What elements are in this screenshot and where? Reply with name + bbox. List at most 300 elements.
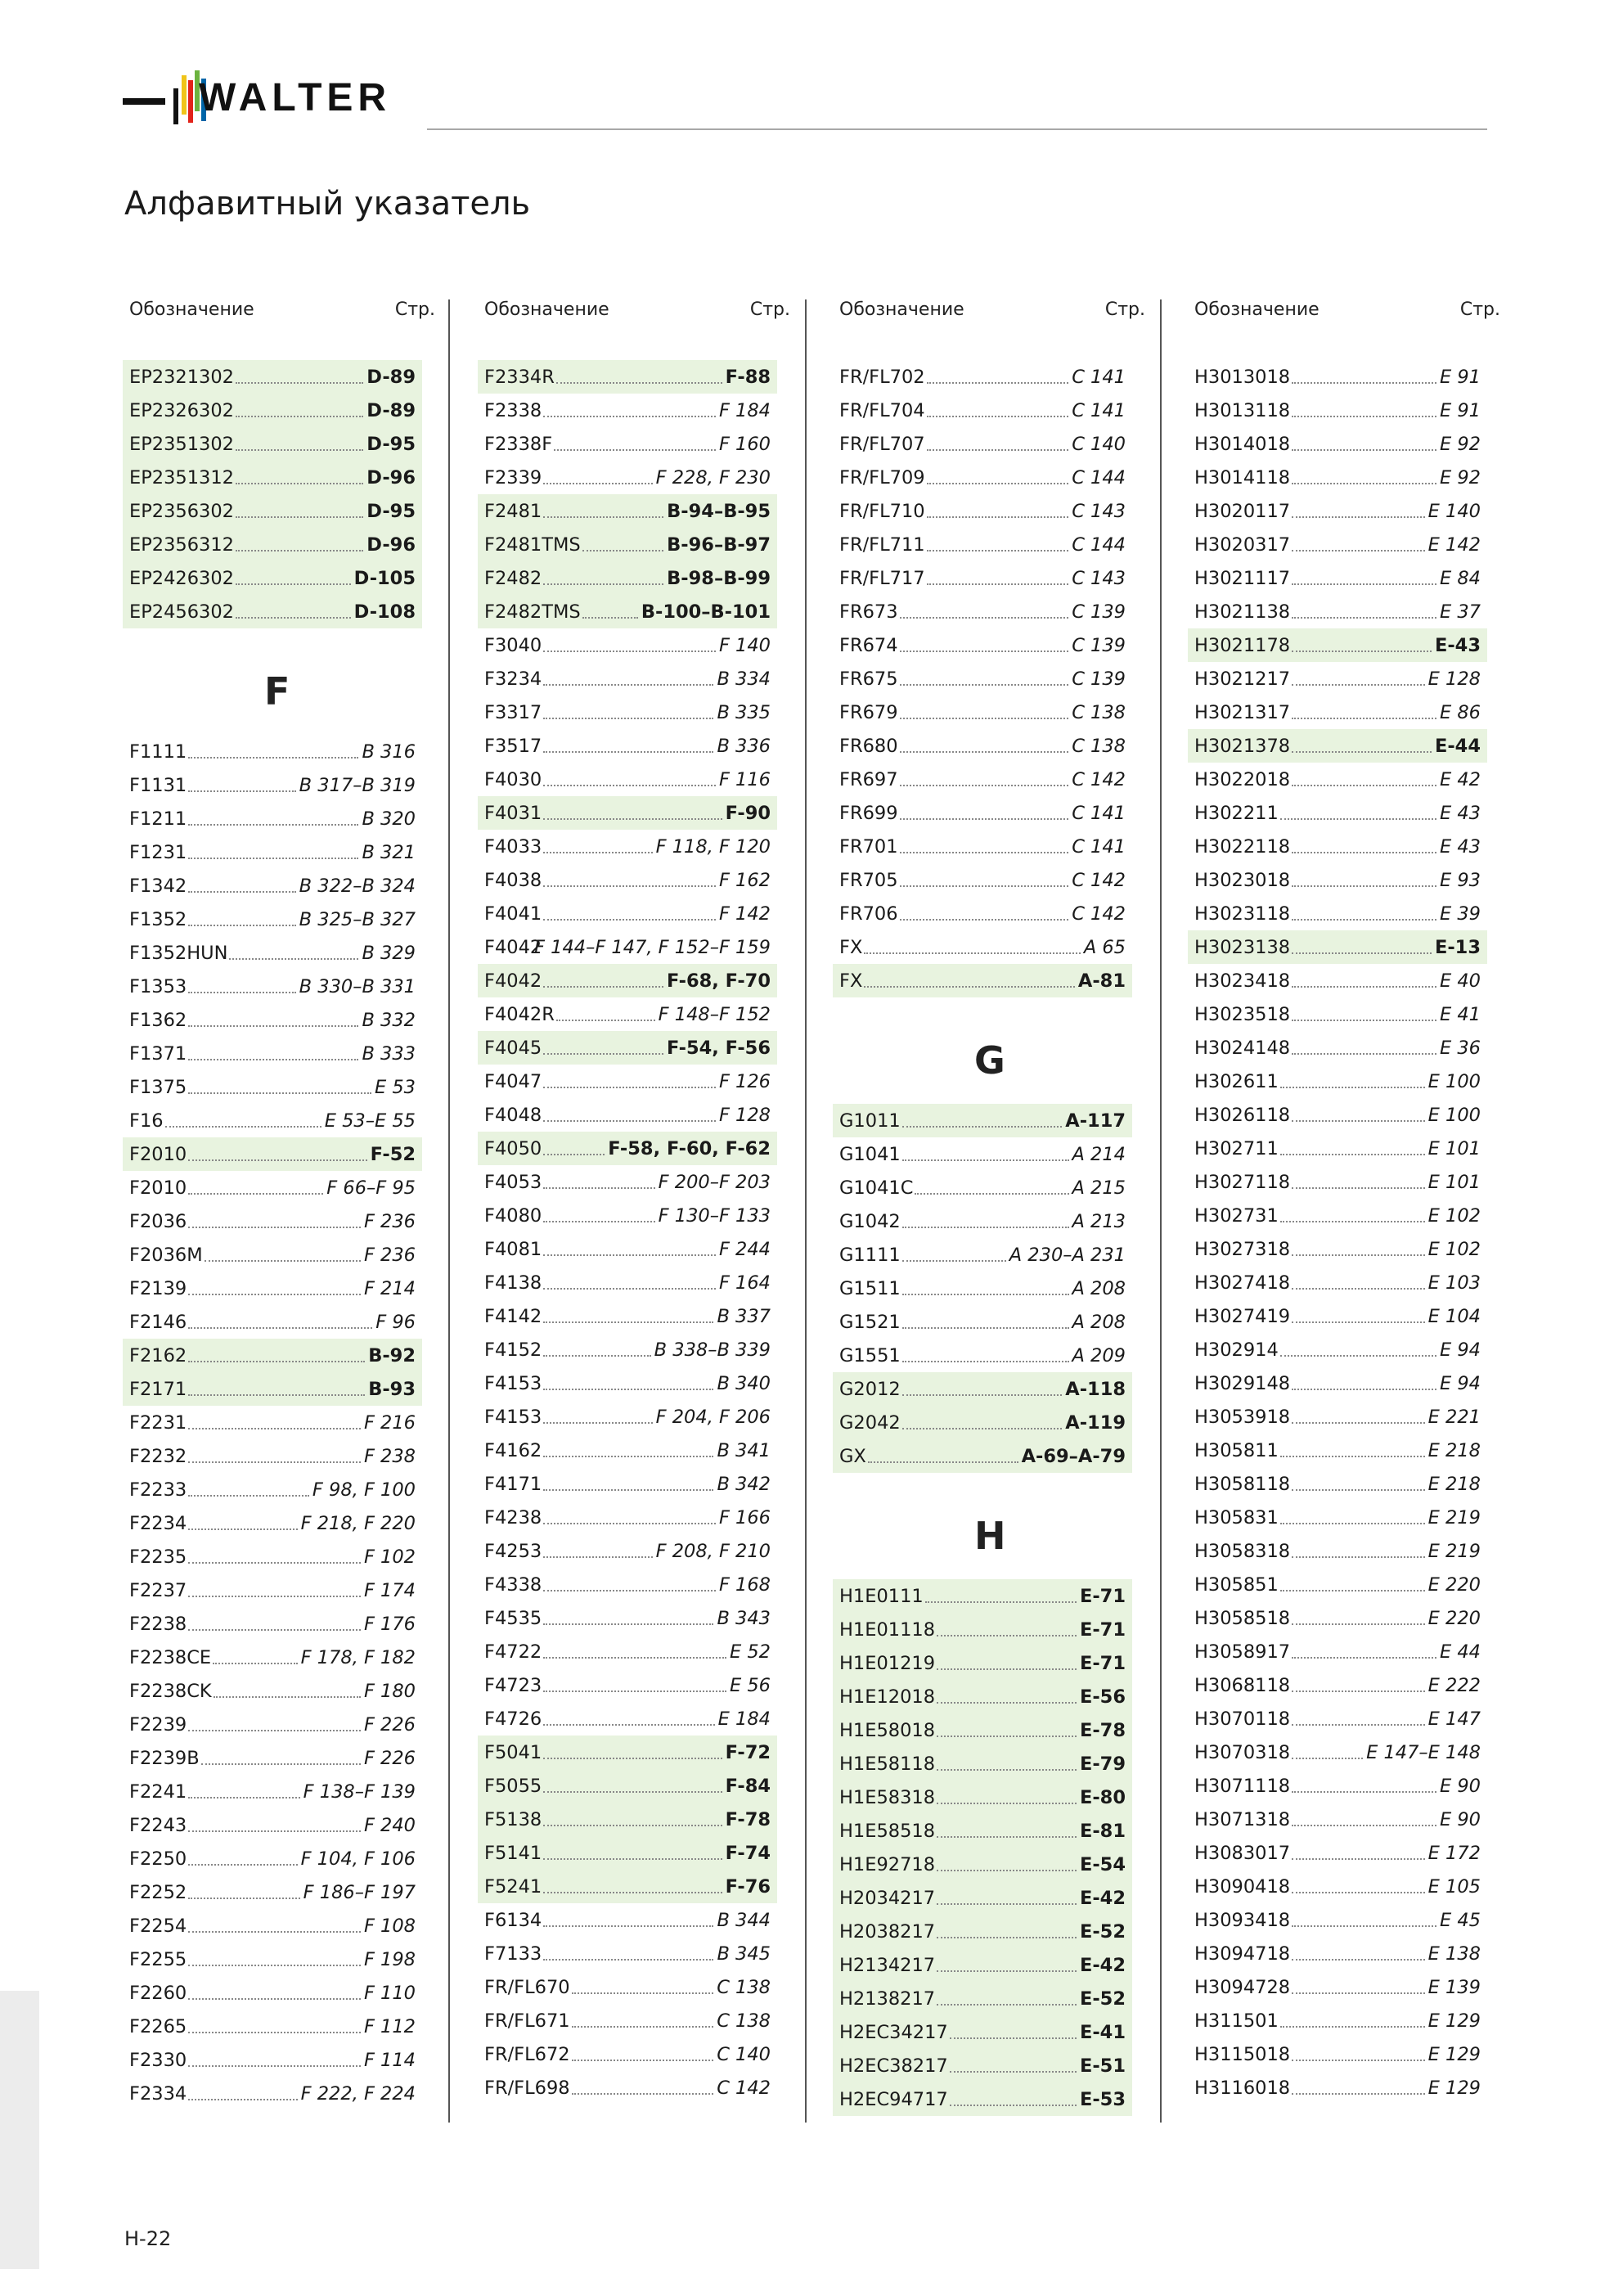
index-entry[interactable] [123, 1674, 422, 1708]
index-entry[interactable] [123, 1540, 422, 1573]
index-entry[interactable] [833, 696, 1132, 729]
index-entry[interactable] [478, 696, 777, 729]
index-entry[interactable] [478, 796, 777, 830]
entry-code: F2250 [129, 1848, 187, 1870]
entry-page: C 142 [1072, 870, 1126, 891]
index-entry[interactable] [1188, 1903, 1487, 1937]
index-entry[interactable] [478, 1836, 777, 1870]
index-entry[interactable] [123, 1976, 422, 2010]
index-entry[interactable] [833, 1646, 1132, 1680]
index-entry[interactable] [123, 1339, 422, 1372]
index-entry[interactable] [123, 1842, 422, 1875]
index-entry[interactable] [1188, 863, 1487, 897]
index-entry[interactable] [478, 863, 777, 897]
index-entry[interactable] [478, 1299, 777, 1333]
entry-page: B-100–B-101 [641, 601, 771, 623]
entry-code: H1E58018 [839, 1720, 936, 1741]
index-entry[interactable] [123, 1003, 422, 1037]
index-entry[interactable] [478, 1165, 777, 1199]
index-entry[interactable] [1188, 1266, 1487, 1299]
index-entry[interactable] [478, 1937, 777, 1970]
index-entry[interactable] [1188, 1668, 1487, 1702]
entry-page: B 337 [717, 1306, 771, 1327]
index-entry[interactable] [478, 427, 777, 461]
index-entry[interactable] [123, 528, 422, 561]
entry-page: F 108 [363, 1916, 416, 1937]
entry-code: H3026118 [1194, 1105, 1291, 1126]
index-entry[interactable] [1188, 1803, 1487, 1836]
leader-dots [1292, 1690, 1425, 1692]
index-entry[interactable] [1188, 1501, 1487, 1534]
index-entry[interactable] [478, 2004, 777, 2037]
index-entry[interactable] [123, 1272, 422, 1305]
entry-code: H3021178 [1194, 635, 1291, 656]
index-entry[interactable] [833, 360, 1132, 394]
entry-page: F 222, F 224 [300, 2083, 416, 2105]
index-entry[interactable] [833, 1613, 1132, 1646]
index-entry[interactable] [123, 1775, 422, 1808]
entry-page: E 100 [1427, 1071, 1481, 1092]
index-entry[interactable] [1188, 796, 1487, 830]
index-entry[interactable] [478, 1736, 777, 1769]
leader-dots [188, 757, 358, 759]
index-entry[interactable] [1188, 1736, 1487, 1769]
index-entry[interactable] [833, 1171, 1132, 1204]
index-entry[interactable] [1188, 494, 1487, 528]
index-entry[interactable] [1188, 1031, 1487, 1065]
leader-dots [1292, 651, 1432, 652]
index-letter-heading: G [974, 1038, 1005, 1083]
index-entry[interactable] [833, 930, 1132, 964]
index-entry[interactable] [478, 2071, 777, 2105]
leader-dots [1292, 1758, 1363, 1759]
index-entry[interactable] [123, 1104, 422, 1137]
index-entry[interactable] [478, 997, 777, 1031]
index-entry[interactable] [833, 1406, 1132, 1439]
leader-dots [937, 1870, 1077, 1871]
index-entry[interactable] [123, 1506, 422, 1540]
index-entry[interactable] [1188, 1635, 1487, 1668]
index-entry[interactable] [833, 595, 1132, 628]
entry-code: F4048 [484, 1105, 542, 1126]
index-entry[interactable] [833, 729, 1132, 763]
entry-page: F 142 [718, 903, 771, 925]
index-entry[interactable] [833, 1848, 1132, 1881]
index-entry[interactable] [123, 1137, 422, 1171]
entry-page: C 141 [1072, 367, 1126, 388]
index-entry[interactable] [123, 2043, 422, 2077]
index-entry[interactable] [123, 835, 422, 869]
entry-code: F2241 [129, 1781, 187, 1803]
entry-code: H3070318 [1194, 1742, 1291, 1763]
index-entry[interactable] [123, 461, 422, 494]
index-entry[interactable] [478, 1501, 777, 1534]
index-entry[interactable] [1188, 528, 1487, 561]
leader-dots [543, 1758, 722, 1759]
index-entry[interactable] [1188, 427, 1487, 461]
leader-dots [543, 684, 713, 686]
index-entry[interactable] [1188, 696, 1487, 729]
index-entry[interactable] [478, 1668, 777, 1702]
index-entry[interactable] [478, 1803, 777, 1836]
index-entry[interactable] [833, 964, 1132, 997]
index-entry[interactable] [833, 1680, 1132, 1713]
index-entry[interactable] [833, 394, 1132, 427]
index-entry[interactable] [1188, 628, 1487, 662]
index-entry[interactable] [833, 528, 1132, 561]
column-header-name: Обозначение [129, 299, 254, 320]
index-entry[interactable] [478, 1132, 777, 1165]
index-entry[interactable] [1188, 1836, 1487, 1870]
index-entry[interactable] [478, 595, 777, 628]
index-entry[interactable] [1188, 2004, 1487, 2037]
index-entry[interactable] [478, 763, 777, 796]
index-entry[interactable] [1188, 930, 1487, 964]
index-entry[interactable] [123, 869, 422, 903]
index-entry[interactable] [833, 1982, 1132, 2015]
index-entry[interactable] [1188, 763, 1487, 796]
leader-dots [543, 1389, 713, 1390]
index-entry[interactable] [123, 1406, 422, 1439]
index-entry[interactable] [1188, 360, 1487, 394]
index-entry[interactable] [123, 1943, 422, 1976]
index-entry[interactable] [1188, 1232, 1487, 1266]
index-entry[interactable] [833, 1339, 1132, 1372]
entry-code: H3027419 [1194, 1306, 1291, 1327]
index-entry[interactable] [1188, 1400, 1487, 1434]
index-entry[interactable] [833, 1204, 1132, 1238]
index-entry[interactable] [833, 628, 1132, 662]
index-entry[interactable] [833, 1372, 1132, 1406]
index-entry[interactable] [833, 461, 1132, 494]
index-entry[interactable] [123, 1573, 422, 1607]
index-entry[interactable] [123, 1204, 422, 1238]
index-entry[interactable] [478, 1400, 777, 1434]
entry-page: F-88 [725, 367, 771, 388]
index-entry[interactable] [833, 830, 1132, 863]
index-entry[interactable] [123, 1439, 422, 1473]
index-entry[interactable] [123, 1607, 422, 1641]
index-entry[interactable] [478, 360, 777, 394]
index-entry[interactable] [833, 1272, 1132, 1305]
index-entry[interactable] [833, 763, 1132, 796]
index-entry[interactable] [833, 796, 1132, 830]
index-entry[interactable] [478, 1601, 777, 1635]
entry-page: C 139 [1072, 601, 1126, 623]
index-entry[interactable] [833, 863, 1132, 897]
index-entry[interactable] [1188, 1065, 1487, 1098]
index-entry[interactable] [478, 930, 777, 964]
column-divider [448, 299, 450, 2123]
entry-page: F 236 [363, 1245, 416, 1266]
index-entry[interactable] [1188, 830, 1487, 863]
index-entry[interactable] [478, 1098, 777, 1132]
index-entry[interactable] [478, 1903, 777, 1937]
entry-page: F 228, F 230 [655, 467, 771, 488]
index-entry[interactable] [123, 936, 422, 970]
index-entry[interactable] [833, 2015, 1132, 2049]
index-entry[interactable] [123, 1372, 422, 1406]
entry-code: EP2326302 [129, 400, 234, 421]
index-entry[interactable] [478, 1366, 777, 1400]
index-entry[interactable] [833, 1747, 1132, 1781]
index-entry[interactable] [1188, 1568, 1487, 1601]
entry-page: E 172 [1427, 1843, 1481, 1864]
index-entry[interactable] [478, 964, 777, 997]
entry-page: E 138 [1427, 1943, 1481, 1965]
index-entry[interactable] [123, 1909, 422, 1943]
index-entry[interactable] [833, 1781, 1132, 1814]
entry-code: H1E92718 [839, 1854, 936, 1875]
leader-dots [188, 1931, 361, 1933]
leader-dots [188, 1596, 361, 1597]
index-entry[interactable] [1188, 662, 1487, 696]
index-entry[interactable] [478, 628, 777, 662]
index-entry[interactable] [1188, 897, 1487, 930]
index-entry[interactable] [123, 1037, 422, 1070]
entry-code: F2482 [484, 568, 542, 589]
entry-page: F 216 [363, 1412, 416, 1434]
entry-page: E 100 [1427, 1105, 1481, 1126]
index-entry[interactable] [478, 494, 777, 528]
leader-dots [1292, 382, 1436, 384]
entry-code: H2038217 [839, 1921, 936, 1943]
index-entry[interactable] [478, 1568, 777, 1601]
index-entry[interactable] [478, 1333, 777, 1366]
index-entry[interactable] [833, 662, 1132, 696]
index-entry[interactable] [123, 1305, 422, 1339]
index-entry[interactable] [478, 1970, 777, 2004]
index-entry[interactable] [123, 1808, 422, 1842]
index-entry[interactable] [123, 735, 422, 768]
index-entry[interactable] [833, 1948, 1132, 1982]
entry-code: H3021217 [1194, 669, 1291, 690]
index-entry[interactable] [833, 1915, 1132, 1948]
leader-dots [900, 885, 1069, 887]
index-entry[interactable] [478, 461, 777, 494]
index-entry[interactable] [478, 1769, 777, 1803]
index-entry[interactable] [123, 2010, 422, 2043]
index-entry[interactable] [1188, 1769, 1487, 1803]
index-entry[interactable] [833, 1881, 1132, 1915]
index-entry[interactable] [1188, 1333, 1487, 1366]
index-entry[interactable] [478, 2037, 777, 2071]
leader-dots [1292, 718, 1436, 719]
leader-dots [1280, 818, 1436, 820]
index-entry[interactable] [1188, 1434, 1487, 1467]
index-entry[interactable] [123, 494, 422, 528]
entry-code: F2231 [129, 1412, 187, 1434]
index-entry[interactable] [478, 729, 777, 763]
index-entry[interactable] [1188, 729, 1487, 763]
index-entry[interactable] [123, 1641, 422, 1674]
page-number: H-22 [124, 2227, 172, 2250]
entry-page: B 330–B 331 [299, 976, 416, 997]
entry-page: F 236 [363, 1211, 416, 1232]
index-entry[interactable] [123, 1171, 422, 1204]
index-entry[interactable] [478, 528, 777, 561]
index-entry[interactable] [1188, 1165, 1487, 1199]
index-entry[interactable] [123, 802, 422, 835]
index-entry[interactable] [833, 1579, 1132, 1613]
entry-code: F4153 [484, 1407, 542, 1428]
index-entry[interactable] [833, 1104, 1132, 1137]
index-entry[interactable] [478, 1870, 777, 1903]
index-entry[interactable] [478, 1065, 777, 1098]
entry-page: B-96–B-97 [667, 534, 771, 556]
index-entry[interactable] [478, 1635, 777, 1668]
index-entry[interactable] [123, 1473, 422, 1506]
entry-page: A 230–A 231 [1009, 1245, 1126, 1266]
leader-dots [1292, 751, 1432, 753]
index-entry[interactable] [123, 1875, 422, 1909]
index-entry[interactable] [478, 1467, 777, 1501]
leader-dots [188, 1294, 361, 1295]
index-entry[interactable] [1188, 1702, 1487, 1736]
index-entry[interactable] [1188, 461, 1487, 494]
entry-code: FR/FL698 [484, 2078, 570, 2099]
index-entry[interactable] [833, 1137, 1132, 1171]
index-entry[interactable] [833, 427, 1132, 461]
entry-page: F 180 [363, 1681, 416, 1702]
index-entry[interactable] [478, 1031, 777, 1065]
index-entry[interactable] [1188, 1199, 1487, 1232]
index-entry[interactable] [1188, 2037, 1487, 2071]
leader-dots [201, 1763, 361, 1765]
leader-dots [543, 1590, 716, 1591]
index-entry[interactable] [1188, 1601, 1487, 1635]
entry-page: C 142 [717, 2078, 771, 2099]
entry-page: C 143 [1072, 501, 1126, 522]
index-entry[interactable] [123, 595, 422, 628]
index-entry[interactable] [1188, 1366, 1487, 1400]
index-entry[interactable] [478, 1199, 777, 1232]
entry-page: F 110 [363, 1983, 416, 2004]
entry-page: A-81 [1077, 970, 1126, 992]
index-entry[interactable] [1188, 1870, 1487, 1903]
index-entry[interactable] [123, 360, 422, 394]
index-entry[interactable] [1188, 394, 1487, 427]
entry-code: FR706 [839, 903, 898, 925]
index-entry[interactable] [478, 561, 777, 595]
index-entry[interactable] [478, 1534, 777, 1568]
index-entry[interactable] [1188, 1467, 1487, 1501]
index-entry[interactable] [1188, 1937, 1487, 1970]
entry-code: FR/FL704 [839, 400, 925, 421]
index-entry[interactable] [1188, 595, 1487, 628]
index-entry[interactable] [478, 662, 777, 696]
entry-page: F 164 [718, 1272, 771, 1294]
entry-code: F2254 [129, 1916, 187, 1937]
leader-dots [543, 516, 663, 518]
leader-dots [572, 1992, 714, 1994]
entry-code: F2334 [129, 2083, 187, 2105]
index-entry[interactable] [833, 1305, 1132, 1339]
leader-dots [556, 1020, 655, 1021]
index-entry[interactable] [1188, 1132, 1487, 1165]
entry-page: D-105 [353, 568, 416, 589]
index-entry[interactable] [478, 1702, 777, 1736]
entry-code: H3029148 [1194, 1373, 1291, 1394]
index-entry[interactable] [123, 561, 422, 595]
index-entry[interactable] [123, 2077, 422, 2110]
index-column-3 [833, 295, 1152, 2110]
index-entry[interactable] [478, 830, 777, 863]
entry-code: H2034217 [839, 1888, 936, 1909]
index-entry[interactable] [833, 2049, 1132, 2082]
index-entry[interactable] [123, 394, 422, 427]
index-entry[interactable] [1188, 1098, 1487, 1132]
index-entry[interactable] [833, 1814, 1132, 1848]
index-entry[interactable] [478, 394, 777, 427]
index-entry[interactable] [833, 897, 1132, 930]
entry-page: F 184 [718, 400, 771, 421]
entry-code: F2255 [129, 1949, 187, 1970]
index-entry[interactable] [123, 427, 422, 461]
index-entry[interactable] [123, 768, 422, 802]
leader-dots [165, 1126, 321, 1128]
entry-page: F-58, F-60, F-62 [608, 1138, 771, 1159]
index-entry[interactable] [123, 903, 422, 936]
leader-dots [572, 2060, 714, 2061]
entry-page: F-90 [725, 803, 771, 824]
entry-page: E 129 [1427, 2044, 1481, 2065]
index-entry[interactable] [833, 1439, 1132, 1473]
entry-page: F-52 [370, 1144, 416, 1165]
entry-page: E 90 [1440, 1776, 1481, 1797]
entry-code: F4535 [484, 1608, 542, 1629]
entry-code: H3090418 [1194, 1876, 1291, 1898]
index-entry[interactable] [123, 970, 422, 1003]
entry-page: A 208 [1072, 1278, 1126, 1299]
index-entry[interactable] [833, 2082, 1132, 2116]
index-entry[interactable] [833, 494, 1132, 528]
index-entry[interactable] [1188, 1299, 1487, 1333]
index-entry[interactable] [1188, 997, 1487, 1031]
entry-code: F2238CK [129, 1681, 212, 1702]
index-entry[interactable] [123, 1741, 422, 1775]
index-entry[interactable] [833, 1713, 1132, 1747]
index-entry[interactable] [1188, 1534, 1487, 1568]
index-entry[interactable] [123, 1238, 422, 1272]
entry-page: F 102 [363, 1546, 416, 1568]
index-entry[interactable] [833, 1238, 1132, 1272]
index-entry[interactable] [1188, 1970, 1487, 2004]
leader-dots [900, 919, 1069, 921]
index-entry[interactable] [1188, 561, 1487, 595]
entry-code: F2232 [129, 1446, 187, 1467]
index-entry[interactable] [1188, 2071, 1487, 2105]
entry-code: G1042 [839, 1211, 901, 1232]
entry-code: F4142 [484, 1306, 542, 1327]
index-entry[interactable] [478, 1434, 777, 1467]
leader-dots [1292, 449, 1436, 451]
leader-dots [864, 986, 1075, 988]
index-entry[interactable] [1188, 964, 1487, 997]
index-entry[interactable] [478, 897, 777, 930]
entry-code: F1211 [129, 808, 187, 830]
leader-dots [1292, 1422, 1425, 1424]
index-entry[interactable] [123, 1708, 422, 1741]
leader-dots [927, 483, 1069, 484]
entry-page: F 174 [363, 1580, 416, 1601]
leader-dots [1292, 1858, 1425, 1860]
index-entry[interactable] [833, 561, 1132, 595]
index-entry[interactable] [123, 1070, 422, 1104]
index-entry[interactable] [478, 1266, 777, 1299]
index-entry[interactable] [478, 1232, 777, 1266]
leader-dots [543, 1858, 722, 1860]
